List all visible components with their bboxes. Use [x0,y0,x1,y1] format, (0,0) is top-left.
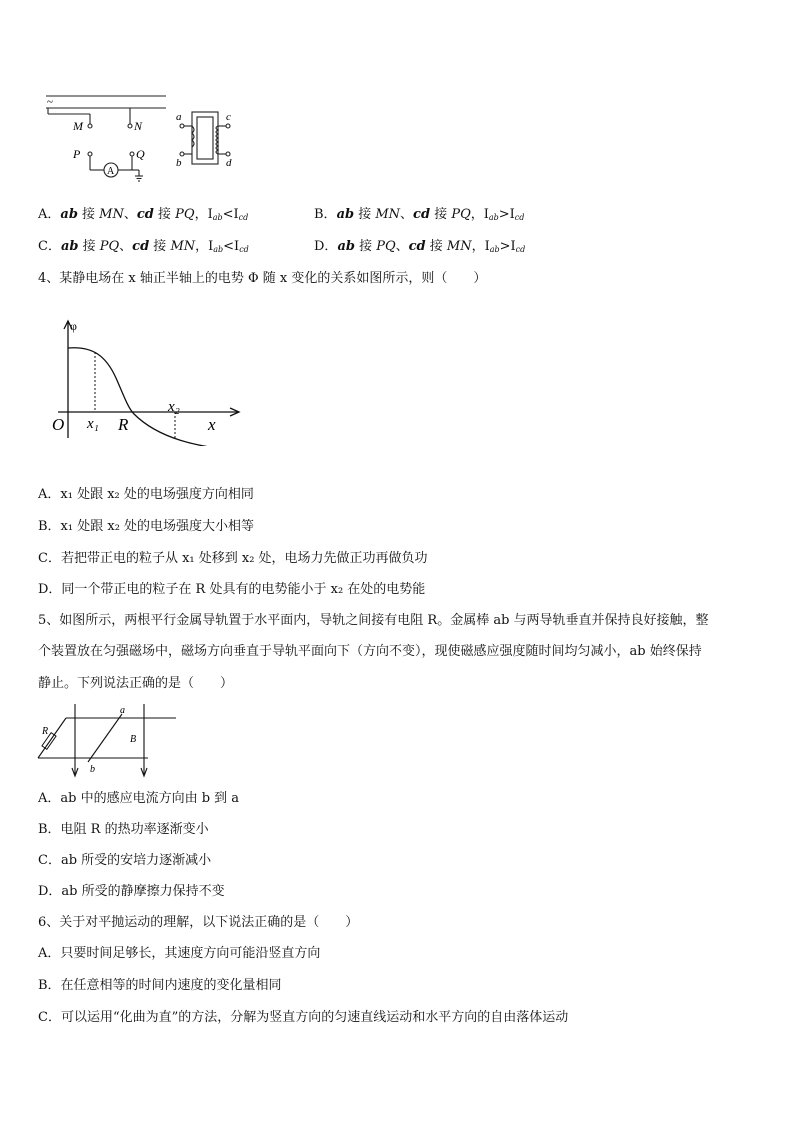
q4-option-d[interactable]: D．同一个带正电的粒子在 R 处具有的电势能小于 x₂ 在处的电势能 [38,582,426,597]
label-M: M [73,119,83,133]
q4-option-a[interactable]: A．x₁ 处跟 x₂ 处的电场强度方向相同 [38,487,254,502]
q5-stem-line-3: 静止。下列说法正确的是（ ） [38,676,234,691]
q4-option-c[interactable]: C．若把带正电的粒子从 x₁ 处移到 x₂ 处，电场力先做正功再做负功 [38,551,428,566]
phi-axis-label: φ [70,319,77,333]
q4-option-b[interactable]: B．x₁ 处跟 x₂ 处的电场强度大小相等 [38,519,255,534]
q5-stem-line-2: 个装置放在匀强磁场中，磁场方向垂直于导轨平面向下（方向不变），现使磁感应强度随时间均匀减小，ab 始终保持 [38,644,702,659]
origin-label: O [52,415,65,434]
label-Q: Q [136,147,145,161]
label-b: b [176,157,182,169]
q4-stem: 4、某静电场在 x 轴正半轴上的电势 Φ 随 x 变化的关系如图所示，则（ ） [38,271,487,286]
q3-option-c[interactable]: C．ab 接 PQ、cd 接 MN，$I_{ab}<I_{cd}$ [38,239,249,254]
x1-label: x₁ [87,416,99,432]
q3-option-a[interactable]: A．ab 接 MN、cd 接 PQ，$I_{ab}<I_{cd}$ [38,207,249,222]
q6-stem: 6、关于对平抛运动的理解，以下说法正确的是（ ） [38,915,359,930]
q3-circuit-figure [40,88,260,183]
ammeter-label: A [107,166,115,177]
q5-stem-line-1: 5、如图所示，两根平行金属导轨置于水平面内，导轨之间接有电阻 R。金属棒 ab 与两导轨垂直并保持良好接触，整 [38,613,709,628]
rod-end-a-label: a [120,705,125,716]
q5-option-a[interactable]: A．ab 中的感应电流方向由 b 到 a [38,791,240,806]
label-c: c [226,111,231,123]
q5-option-b[interactable]: B．电阻 R 的热功率逐渐变小 [38,822,209,837]
x2-label: x₂ [168,399,180,415]
q6-option-b[interactable]: B．在任意相等的时间内速度的变化量相同 [38,978,282,993]
ac-source-symbol: ~ [47,96,53,108]
q5-option-c[interactable]: C．ab 所受的安培力逐渐减小 [38,853,212,868]
rod-end-b-label: b [90,764,95,775]
q4-potential-graph [48,316,258,446]
q6-option-c[interactable]: C．可以运用“化曲为直”的方法，分解为竖直方向的匀速直线运动和水平方向的自由落体运动 [38,1010,569,1025]
q5-rail-figure [36,700,186,780]
x-axis-label: x [208,415,216,434]
q6-option-a[interactable]: A．只要时间足够长，其速度方向可能沿竖直方向 [38,946,321,961]
resistor-R-label: R [42,726,49,737]
label-P: P [73,147,81,161]
R-label: R [118,415,129,434]
field-B-label: B [130,734,137,745]
label-d: d [226,157,232,169]
label-a: a [176,111,182,123]
q3-option-d[interactable]: D．ab 接 PQ、cd 接 MN，$I_{ab}>I_{cd}$ [314,239,526,254]
q5-option-d[interactable]: D．ab 所受的静摩擦力保持不变 [38,884,225,899]
label-N: N [134,119,143,133]
q3-option-b[interactable]: B．ab 接 MN、cd 接 PQ，$I_{ab}>I_{cd}$ [314,207,525,222]
